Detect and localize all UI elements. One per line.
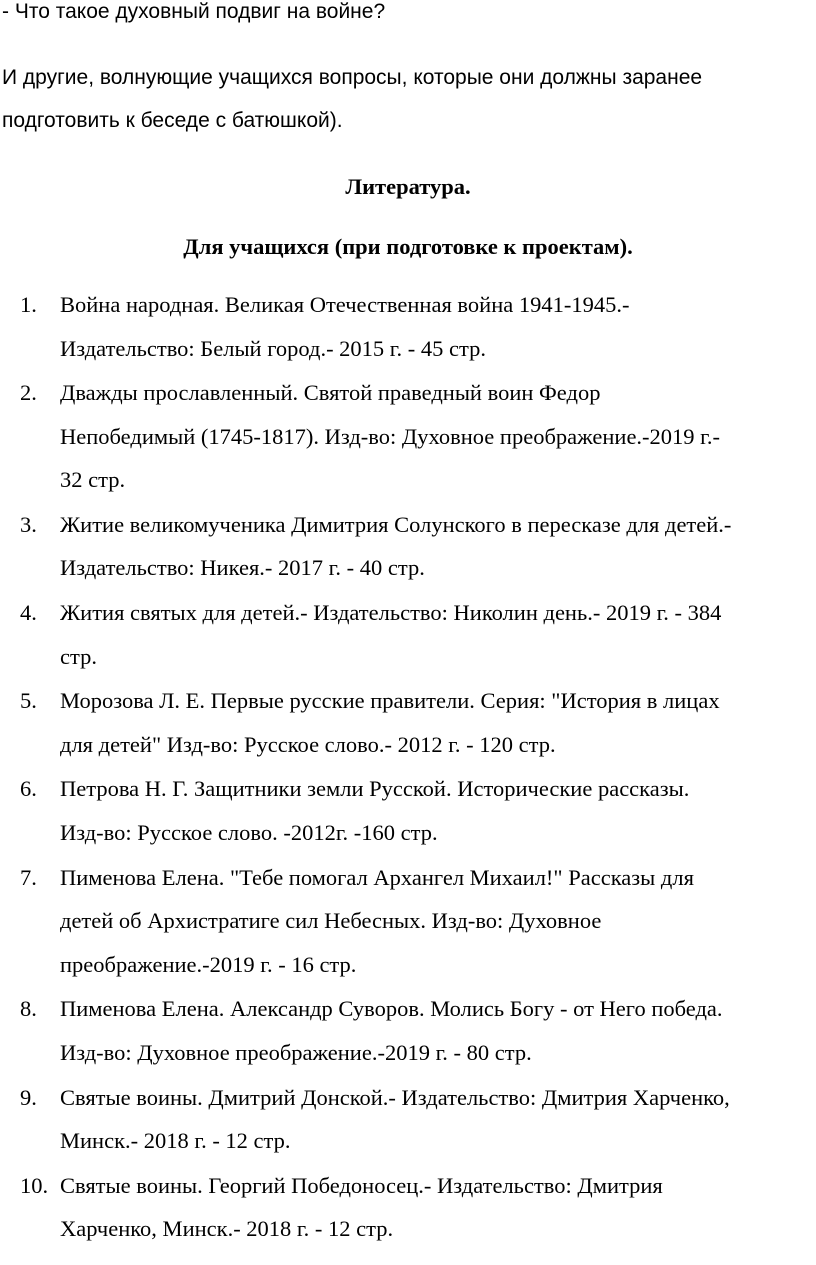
reference-item: [0, 283, 816, 370]
reference-line: стр.: [60, 643, 97, 669]
reference-line: Издательство: Белый город.- 2015 г. - 45 стр.: [60, 335, 486, 361]
heading-for-students: Для учащихся (при подготовке к проектам).: [183, 234, 633, 259]
reference-line: Пименова Елена. "Тебе помогал Архангел Михаил!" Рассказы для: [60, 864, 694, 890]
reference-text: [60, 591, 812, 678]
reference-text: [60, 503, 812, 590]
reference-text: [60, 1164, 812, 1251]
reference-item: [0, 503, 816, 590]
reference-text: [60, 283, 812, 370]
reference-text: [60, 679, 812, 766]
reference-line: Харченко, Минск.- 2018 г. - 12 стр.: [60, 1216, 394, 1242]
reference-number: 4.: [20, 600, 37, 626]
reference-line: Петрова Н. Г. Защитники земли Русской. Исторические рассказы.: [60, 776, 690, 802]
reference-number: 7.: [20, 864, 37, 890]
reference-text: [60, 856, 812, 987]
reference-item: [0, 767, 816, 854]
reference-line: Святые воины. Георгий Победоносец.- Издательство: Дмитрия: [60, 1172, 663, 1198]
reference-item: [0, 371, 816, 502]
reference-item: [0, 856, 816, 987]
reference-line: 32 стр.: [60, 467, 126, 493]
reference-text: [60, 987, 812, 1074]
reference-line: Дважды прославленный. Святой праведный воин Федор: [60, 380, 601, 406]
intro-paragraph-line: И другие, волнующие учащихся вопросы, которые они должны заранее: [2, 66, 703, 89]
reference-line: Изд-во: Русское слово. -2012г. -160 стр.: [60, 819, 438, 845]
reference-line: Святые воины. Дмитрий Донской.- Издательство: Дмитрия Харченко,: [60, 1084, 730, 1110]
reference-list: [0, 283, 816, 1252]
reference-line: Изд-во: Духовное преображение.-2019 г. - 80 стр.: [60, 1039, 532, 1065]
reference-number: 3.: [20, 511, 37, 537]
reference-line: для детей" Изд-во: Русское слово.- 2012 г. - 120 стр.: [60, 731, 556, 757]
reference-line: Житие великомученика Димитрия Солунского в пересказе для детей.-: [60, 511, 732, 537]
reference-number: 8.: [20, 996, 37, 1022]
reference-number: 10.: [20, 1172, 49, 1198]
reference-line: Минск.- 2018 г. - 12 стр.: [60, 1128, 291, 1153]
reference-line: Непобедимый (1745-1817). Изд-во: Духовное преображение.-2019 г.-: [60, 423, 720, 449]
reference-text: [60, 371, 812, 502]
heading-literature: Литература.: [345, 174, 471, 199]
reference-item: [0, 987, 816, 1074]
intro-question: - Что такое духовный подвиг на войне?: [2, 0, 386, 23]
reference-number: 2.: [20, 380, 37, 406]
intro-paragraph-line: подготовить к беседе с батюшкой).: [2, 109, 343, 132]
reference-text: [60, 1076, 812, 1163]
reference-text: [60, 767, 812, 854]
reference-item: [0, 679, 816, 766]
reference-line: Морозова Л. Е. Первые русские правители. Серия: "История в лицах: [60, 688, 720, 714]
intro-paragraph: [2, 56, 802, 142]
reference-item: [0, 591, 816, 678]
reference-number: 1.: [20, 292, 37, 317]
reference-line: Жития святых для детей.- Издательство: Николин день.- 2019 г. - 384: [60, 600, 722, 626]
reference-number: 5.: [20, 688, 37, 714]
reference-line: Издательство: Никея.- 2017 г. - 40 стр.: [60, 555, 425, 581]
reference-line: Война народная. Великая Отечественная война 1941-1945.-: [60, 292, 630, 317]
reference-item: [0, 1164, 816, 1251]
reference-item: [0, 1076, 816, 1163]
reference-number: 9.: [20, 1084, 37, 1110]
reference-line: Пименова Елена. Александр Суворов. Молись Богу - от Него победа.: [60, 996, 723, 1022]
reference-line: преображение.-2019 г. - 16 стр.: [60, 951, 357, 977]
reference-line: детей об Архистратиге сил Небесных. Изд-во: Духовное: [60, 908, 602, 934]
reference-number: 6.: [20, 776, 37, 802]
